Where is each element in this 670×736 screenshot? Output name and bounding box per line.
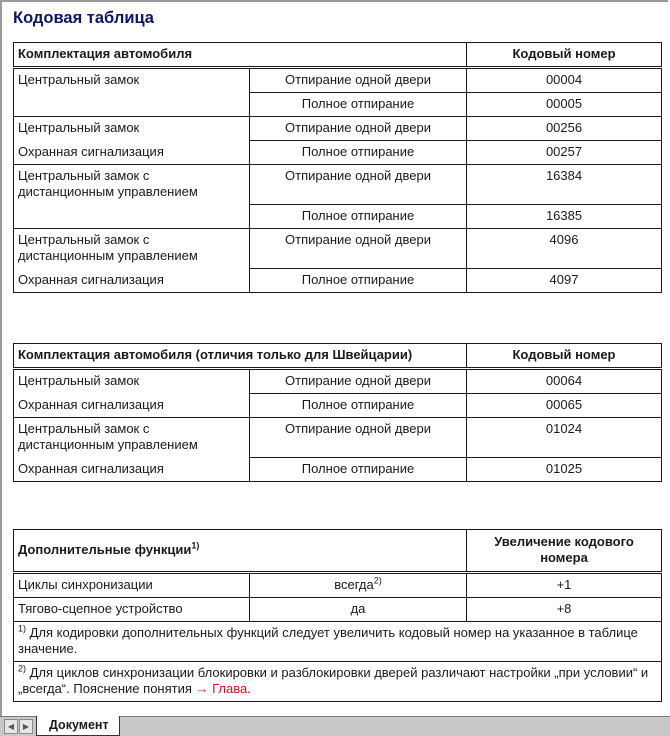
footnote-row [14,662,662,702]
cell-mode: Отпирание одной двери [250,369,467,394]
table-row [14,269,662,293]
cell-mode: Отпирание одной двери [250,68,467,93]
cell-increase: +1 [467,573,662,598]
table-row [14,141,662,165]
cell-function: Циклы синхронизации [14,573,250,598]
table-row [14,229,662,269]
cell-code: 00004 [467,68,662,93]
cell-mode: Полное отпирание [250,394,467,418]
prev-sheet-button[interactable] [4,719,18,734]
cell-equipment: Охранная сигнализация [14,269,250,293]
page-title: Кодовая таблица [13,9,154,27]
chapter-link[interactable]: → Глава [195,681,248,696]
cell-mode: Отпирание одной двери [250,117,467,141]
table-header-row [14,43,662,68]
arrow-left-icon: ◀ [7,722,15,731]
cell-mode: Отпирание одной двери [250,418,467,458]
footnote-mark: 2) [18,663,27,674]
cell-mode: Полное отпирание [250,269,467,293]
footnote-ref: 1) [191,540,200,551]
header-equipment: Комплектация автомобиля (отличия только для Швейцарии) [14,344,467,369]
cell-mode: Отпирание одной двери [250,165,467,205]
cell-value-text: всегда [334,577,374,592]
cell-value [250,573,467,598]
table-row [14,394,662,418]
cell-code: 00065 [467,394,662,418]
footnote-text-end: . [247,681,251,696]
cell-equipment: Охранная сигнализация [14,394,250,418]
table-row [14,418,662,458]
cell-equipment: Центральный замок [14,117,250,141]
cell-increase: +8 [467,598,662,622]
header-function [14,530,467,573]
cell-equipment: Центральный замок с дистанционным управлением [14,165,250,229]
header-code: Кодовый номер [467,344,662,369]
next-sheet-button[interactable] [19,719,33,734]
table-row [14,165,662,205]
header-function-label: Дополнительные функции [18,542,192,557]
additional-functions-table [13,529,662,702]
header-increase: Увеличение кодового номера [467,530,662,573]
table-row [14,573,662,598]
table-row [14,369,662,394]
footnote-row [14,622,662,662]
cell-code: 00005 [467,93,662,117]
table-header-row [14,530,662,573]
header-equipment: Комплектация автомобиля [14,43,467,68]
sheet-tab-bar [0,716,670,736]
footnote-1 [14,622,662,662]
cell-code: 00257 [467,141,662,165]
cell-code: 16385 [467,205,662,229]
table-row [14,598,662,622]
cell-code: 00256 [467,117,662,141]
cell-code: 01025 [467,458,662,482]
table-header-row [14,344,662,369]
footnote-ref: 2) [373,575,382,586]
tab-document[interactable]: Документ [36,716,120,736]
footnote-mark: 1) [18,623,27,634]
table-row [14,68,662,93]
cell-equipment: Центральный замок [14,369,250,394]
table-row [14,458,662,482]
cell-equipment: Центральный замок с дистанционным управлением [14,418,250,458]
cell-mode: Полное отпирание [250,141,467,165]
footnote-2 [14,662,662,702]
footnote-text: Для кодировки дополнительных функций следует увеличить кодовый номер на указанное в таблице значение. [18,625,638,656]
table-row [14,117,662,141]
code-table-equipment [13,42,662,293]
cell-mode: Отпирание одной двери [250,229,467,269]
cell-code: 01024 [467,418,662,458]
cell-equipment: Охранная сигнализация [14,458,250,482]
cell-mode: Полное отпирание [250,205,467,229]
code-table-switzerland [13,343,662,482]
cell-mode: Полное отпирание [250,93,467,117]
cell-equipment: Центральный замок с дистанционным управлением [14,229,250,269]
arrow-right-icon: ▶ [22,722,30,731]
cell-equipment: Охранная сигнализация [14,141,250,165]
cell-function: Тягово-сцепное устройство [14,598,250,622]
cell-equipment: Центральный замок [14,68,250,117]
cell-mode: Полное отпирание [250,458,467,482]
cell-code: 16384 [467,165,662,205]
cell-code: 4096 [467,229,662,269]
cell-value: да [250,598,467,622]
header-code: Кодовый номер [467,43,662,68]
footnote-text: Для циклов синхронизации блокировки и разблокировки дверей различают настройки „при условии“ и „всегда“. Пояснение понятия [18,665,649,696]
cell-code: 00064 [467,369,662,394]
cell-code: 4097 [467,269,662,293]
